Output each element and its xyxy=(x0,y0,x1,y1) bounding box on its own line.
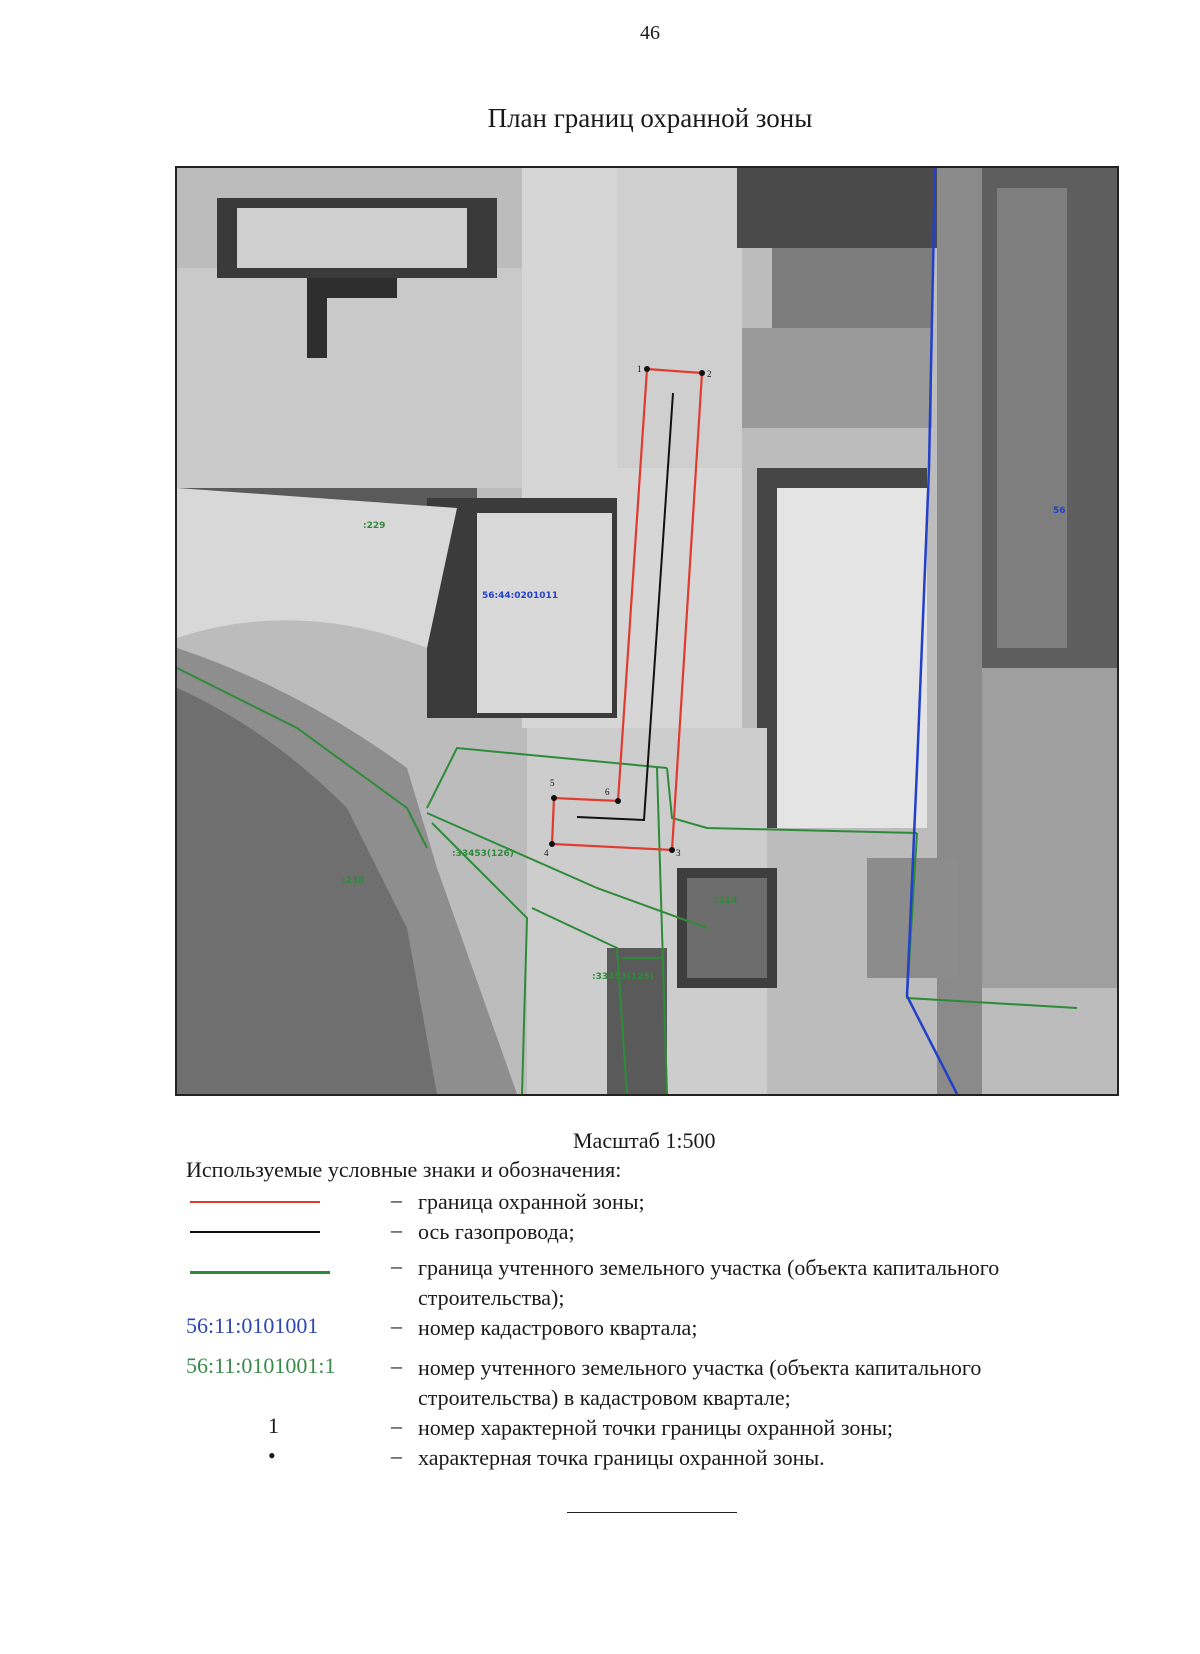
legend-dash: – xyxy=(391,1187,402,1212)
point-number-symbol: 1 xyxy=(268,1413,279,1438)
red-line-symbol xyxy=(190,1201,320,1203)
point-3 xyxy=(669,847,675,853)
parcel-label: :33453(125) xyxy=(592,972,654,982)
bottom-rule xyxy=(567,1512,737,1513)
parcel-label: :238 xyxy=(342,876,365,886)
legend-dash: – xyxy=(391,1217,402,1242)
point-1 xyxy=(644,366,650,372)
green-line-symbol xyxy=(190,1271,330,1274)
point-label: 6 xyxy=(605,787,610,797)
legend-text: характерная точка границы охранной зоны. xyxy=(418,1445,825,1470)
black-line-symbol xyxy=(190,1231,320,1233)
point-6 xyxy=(615,798,621,804)
point-label: 3 xyxy=(676,848,681,858)
point-4 xyxy=(549,841,555,847)
point-2 xyxy=(699,370,705,376)
point-label: 5 xyxy=(550,778,555,788)
map-scale: Масштаб 1:500 xyxy=(573,1128,716,1153)
point-label: 1 xyxy=(637,364,642,374)
quarter-label: 56:44:0201011 xyxy=(482,591,559,601)
legend-text: номер кадастрового квартала; xyxy=(418,1315,698,1340)
legend-dash: – xyxy=(391,1253,402,1278)
legend-heading: Используемые условные знаки и обозначения: xyxy=(186,1157,622,1182)
aerial-map xyxy=(175,166,1119,1096)
quarter-number-symbol: 56:11:0101001 xyxy=(186,1313,319,1338)
point-symbol: • xyxy=(268,1443,276,1468)
legend-text: номер учтенного земельного участка (объекта капитального строительства) в кадастровом квартале; xyxy=(418,1355,982,1410)
parcel-label: :33453(126) xyxy=(452,849,514,859)
page-title: План границ охранной зоны xyxy=(487,103,813,133)
legend-text: ось газопровода; xyxy=(418,1219,575,1244)
page-number: 46 xyxy=(640,22,660,44)
legend-text: граница учтенного земельного участка (объекта капитального строительства); xyxy=(418,1255,1000,1310)
building-roof xyxy=(177,268,522,488)
legend-text: граница охранной зоны; xyxy=(418,1189,645,1214)
parcel-number-symbol: 56:11:0101001:1 xyxy=(186,1353,336,1378)
quarter-label: 56 xyxy=(1053,506,1066,516)
point-label: 2 xyxy=(707,369,712,379)
legend-dash: – xyxy=(391,1443,402,1468)
legend-dash: – xyxy=(391,1313,402,1338)
legend-dash: – xyxy=(391,1353,402,1378)
parcel-label: :214 xyxy=(715,896,738,906)
point-label: 4 xyxy=(544,848,549,858)
point-5 xyxy=(551,795,557,801)
legend-dash: – xyxy=(391,1413,402,1438)
legend-text: номер характерной точки границы охранной зоны; xyxy=(418,1415,894,1440)
parcel-label: :229 xyxy=(363,521,386,531)
